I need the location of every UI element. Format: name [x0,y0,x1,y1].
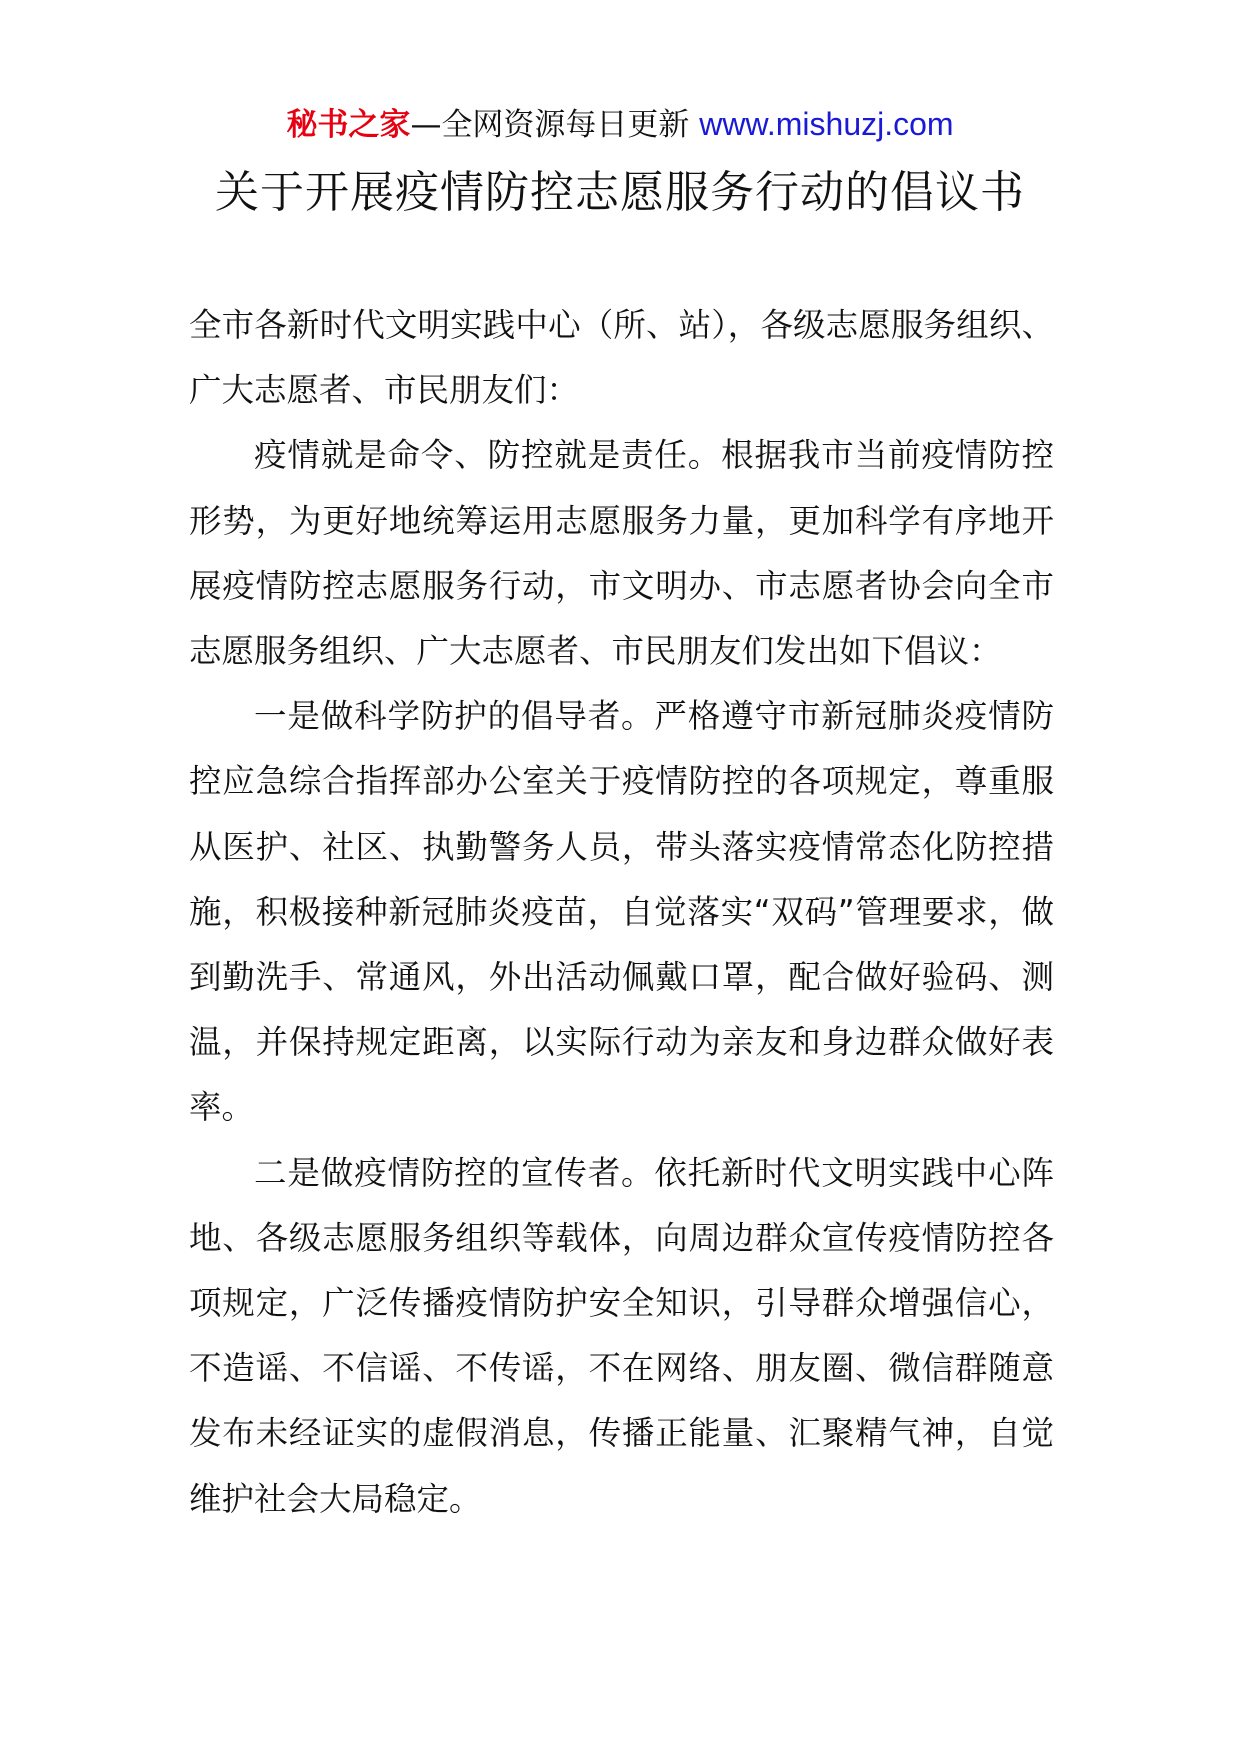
paragraph-second-proposal: 二是做疫情防控的宣传者。依托新时代文明实践中心阵地、各级志愿服务组织等载体，向周边群众宣传疫情防控各项规定，广泛传播疫情防护安全知识，引导群众增强信心，不造谣、不信谣、不传谣，不在网络、朋友圈、微信群随意发布未经证实的虚假消息，传播正能量、汇聚精气神，自觉维护社会大局稳定。 [189,1153,1054,1518]
document-title: 关于开展疫情防控志愿服务行动的倡议书 [215,167,1025,218]
paragraph-intro: 疫情就是命令、防控就是责任。根据我市当前疫情防控形势，为更好地统筹运用志愿服务力量，更加科学有序地开展疫情防控志愿服务行动，市文明办、市志愿者协会向全市志愿服务组织、广大志愿者、市民朋友们发出如下倡议： [189,436,1054,671]
brand-name: 秘书之家 [286,107,411,143]
document-body [189,293,1054,1532]
paragraph-first-proposal: 一是做科学防护的倡导者。严格遵守市新冠肺炎疫情防控应急综合指挥部办公室关于疫情防控的各项规定，尊重服从医护、社区、执勤警务人员，带头落实疫情常态化防控措施，积极接种新冠肺炎疫苗，自觉落实“双码”管理要求，做到勤洗手、常通风，外出活动佩戴口罩，配合做好验码、测温，并保持规定距离，以实际行动为亲友和身边群众做好表率。 [189,697,1054,1127]
site-banner [0,102,1240,147]
brand-url: www.mishuzj.com [699,106,954,142]
salutation: 全市各新时代文明实践中心（所、站），各级志愿服务组织、广大志愿者、市民朋友们： [189,306,1054,410]
brand-tagline: —全网资源每日更新 [410,107,690,143]
